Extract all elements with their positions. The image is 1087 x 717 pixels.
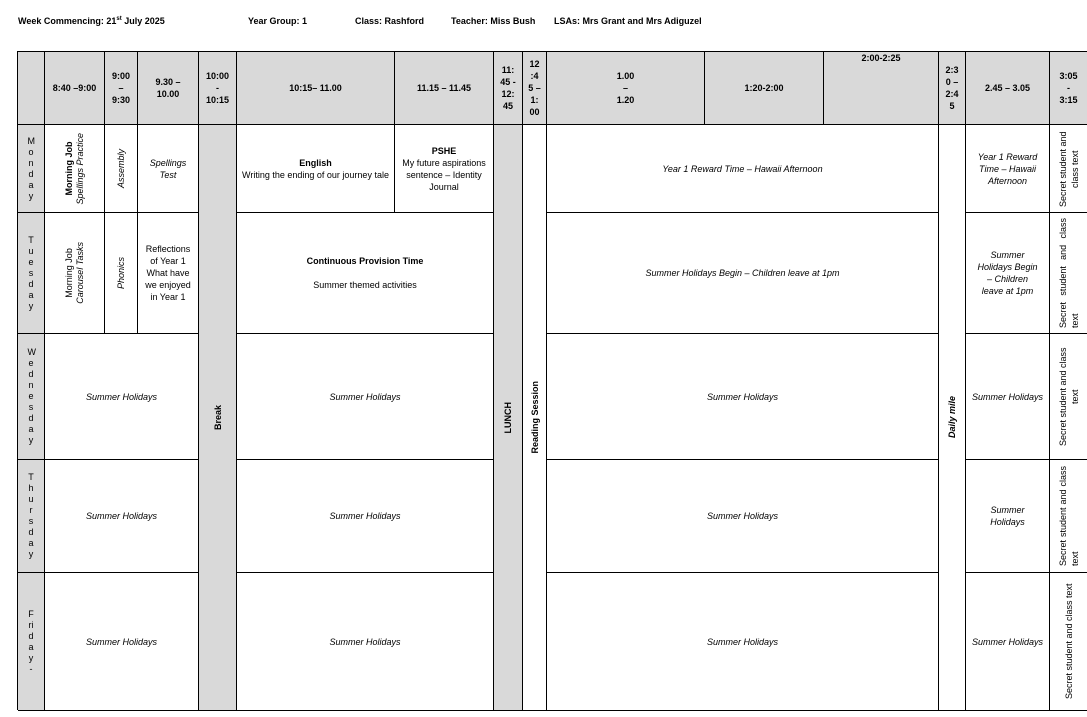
monday-pshe: PSHE My future aspirations sentence – Identity Journal bbox=[395, 125, 494, 213]
corner-cell bbox=[18, 52, 45, 125]
day-label-friday: Friday- bbox=[18, 573, 45, 711]
time-slot: 11.15 – 11.45 bbox=[395, 52, 494, 125]
time-slot: 9.30 – 10.00 bbox=[138, 52, 199, 125]
time-slot: 2:00-2:25 bbox=[824, 52, 939, 125]
friday-midday: Summer Holidays bbox=[237, 573, 494, 711]
tuesday-secret-student: Secret student and class text bbox=[1050, 213, 1087, 334]
monday-english: English Writing the ending of our journey tale bbox=[237, 125, 395, 213]
monday-afternoon: Year 1 Reward Time – Hawaii Afternoon bbox=[547, 125, 939, 213]
time-slot: 2:3 0 – 2:4 5 bbox=[939, 52, 966, 125]
friday-secret-student: Secret student and class text bbox=[1050, 573, 1087, 711]
wednesday-late-afternoon: Summer Holidays bbox=[966, 334, 1050, 460]
thursday-secret-student: Secret student and class text bbox=[1050, 460, 1087, 573]
break-column: Break bbox=[199, 125, 237, 711]
monday-assembly: Assembly bbox=[105, 125, 138, 213]
friday-morning: Summer Holidays bbox=[45, 573, 199, 711]
time-slot: 3:05 - 3:15 bbox=[1050, 52, 1087, 125]
time-slot: 8:40 –9:00 bbox=[45, 52, 105, 125]
time-slot: 10:15– 11.00 bbox=[237, 52, 395, 125]
time-slot: 1.00 – 1.20 bbox=[547, 52, 705, 125]
tuesday-continuous-provision: Continuous Provision Time Summer themed activities bbox=[237, 213, 494, 334]
time-slot: 9:00 – 9:30 bbox=[105, 52, 138, 125]
lsa-names: LSAs: Mrs Grant and Mrs Adiguzel bbox=[554, 16, 702, 26]
year-group: Year Group: 1 bbox=[248, 16, 308, 26]
tuesday-phonics: Phonics bbox=[105, 213, 138, 334]
tuesday-reflections: Reflections of Year 1 What have we enjoyed in Year 1 bbox=[138, 213, 199, 334]
time-slot: 1:20-2:00 bbox=[705, 52, 824, 125]
teacher-name: Teacher: Miss Bush bbox=[451, 16, 536, 26]
timetable-header bbox=[18, 16, 1018, 28]
wednesday-secret-student: Secret student and class text bbox=[1050, 334, 1087, 460]
wednesday-afternoon: Summer Holidays bbox=[547, 334, 939, 460]
time-slot: 11: 45 - 12: 45 bbox=[494, 52, 523, 125]
week-commencing: Week Commencing: 21st July 2025 bbox=[18, 16, 165, 26]
reading-session-column: Reading Session bbox=[523, 125, 547, 711]
time-slot: 10:00 - 10:15 bbox=[199, 52, 237, 125]
day-label-tuesday: Tuesday bbox=[18, 213, 45, 334]
day-label-monday: Monday bbox=[18, 125, 45, 213]
time-slot: 12 :4 5 – 1: 00 bbox=[523, 52, 547, 125]
tuesday-afternoon: Summer Holidays Begin – Children leave at 1pm bbox=[547, 213, 939, 334]
thursday-afternoon: Summer Holidays bbox=[547, 460, 939, 573]
class-name: Class: Rashford bbox=[355, 16, 425, 26]
lunch-column: LUNCH bbox=[494, 125, 523, 711]
timetable-grid bbox=[17, 51, 1087, 710]
time-slot: 2.45 – 3.05 bbox=[966, 52, 1050, 125]
wednesday-midday: Summer Holidays bbox=[237, 334, 494, 460]
thursday-midday: Summer Holidays bbox=[237, 460, 494, 573]
thursday-late-afternoon: Summer Holidays bbox=[966, 460, 1050, 573]
tuesday-late-afternoon: Summer Holidays Begin – Children leave at 1pm bbox=[966, 213, 1050, 334]
wednesday-morning: Summer Holidays bbox=[45, 334, 199, 460]
monday-secret-student: Secret student and class text bbox=[1050, 125, 1087, 213]
friday-afternoon: Summer Holidays bbox=[547, 573, 939, 711]
monday-late-afternoon: Year 1 Reward Time – Hawaii Afternoon bbox=[966, 125, 1050, 213]
day-label-wednesday: Wednesday bbox=[18, 334, 45, 460]
friday-late-afternoon: Summer Holidays bbox=[966, 573, 1050, 711]
day-label-thursday: Thursday bbox=[18, 460, 45, 573]
monday-morning-job: Morning Job Spellings Practice bbox=[45, 125, 105, 213]
thursday-morning: Summer Holidays bbox=[45, 460, 199, 573]
monday-spellings-test: Spellings Test bbox=[138, 125, 199, 213]
tuesday-morning-job: Morning Job Carousel Tasks bbox=[45, 213, 105, 334]
daily-mile-column: Daily mile bbox=[939, 125, 966, 711]
